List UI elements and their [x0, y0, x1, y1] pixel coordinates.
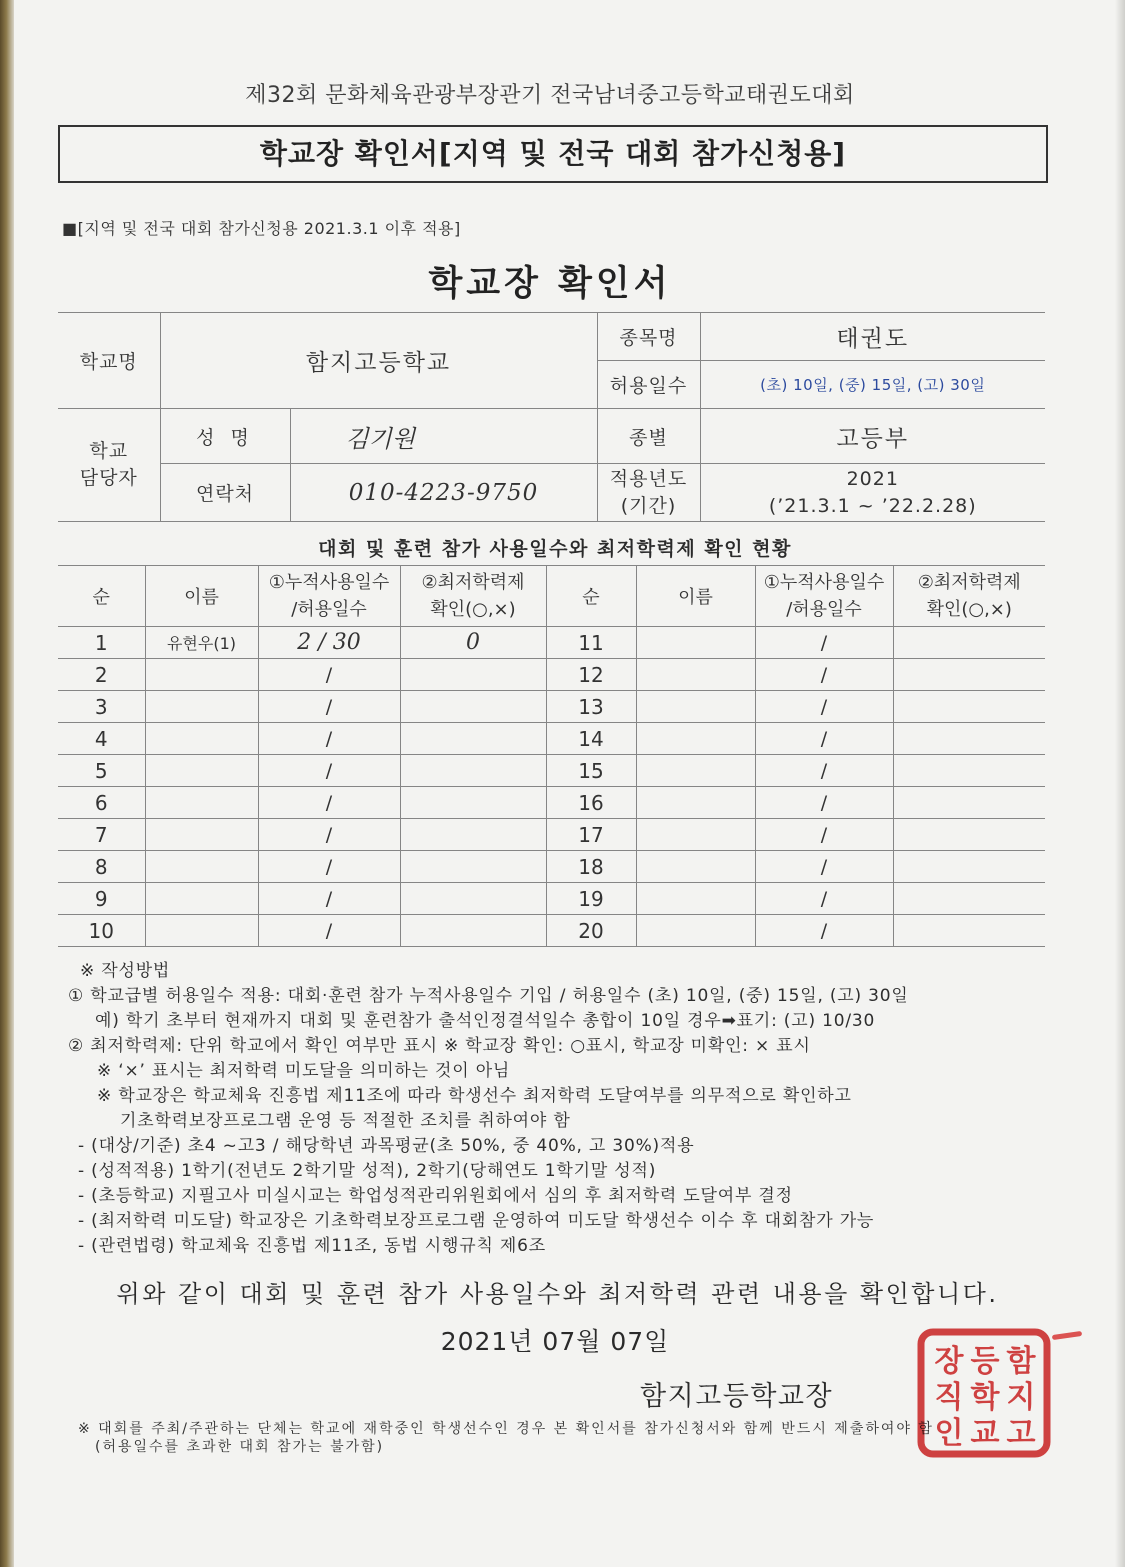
- instructions-heading: ※ 작성방법: [80, 961, 171, 981]
- seal-char: 학: [970, 1380, 1000, 1415]
- roster-right-no-cell: 20: [546, 915, 636, 947]
- roster-row: [58, 915, 1045, 947]
- roster-right-name-cell: [636, 659, 755, 691]
- roster-right-check-cell: [893, 819, 1045, 851]
- seal-char: 장: [934, 1344, 964, 1379]
- school-name-label: 학교명: [58, 313, 160, 409]
- allowed-days-label: 허용일수: [597, 361, 700, 409]
- roster-right-name-cell: [636, 915, 755, 947]
- roster-row: [58, 627, 1045, 659]
- roster-left-check-cell: [400, 723, 546, 755]
- roster-right-name-cell: [636, 851, 755, 883]
- roster-left-days-cell: /: [258, 659, 400, 691]
- instruction-line: - (관련법령) 학교체육 진흥법 제11조, 동법 시행규칙 제6조: [78, 1236, 546, 1256]
- roster-left-days-cell: /: [258, 915, 400, 947]
- school-info-table: [58, 312, 1045, 522]
- person-name-value: 김기원: [290, 409, 597, 464]
- roster-right-no-cell: 14: [546, 723, 636, 755]
- roster-row: [58, 851, 1045, 883]
- header-check-line2: 확인(○,×): [430, 599, 516, 620]
- instruction-line: ② 최저학력제: 단위 학교에서 확인 여부만 표시 ※ 학교장 확인: ○표시, 학교장 미확인: × 표시: [68, 1036, 811, 1056]
- roster-row: [58, 883, 1045, 915]
- division-value: 고등부: [700, 409, 1045, 464]
- seal-char: 직: [934, 1380, 964, 1415]
- roster-left-name-cell: [145, 691, 258, 723]
- roster-header-row: [58, 566, 1045, 627]
- roster-left-check-cell: [400, 883, 546, 915]
- person-name-label: 성 명: [160, 409, 290, 464]
- form-title-box: 학교장 확인서[지역 및 전국 대회 참가신청용]: [58, 125, 1048, 183]
- header-days-line2: /허용일수: [786, 599, 862, 620]
- year-label: [597, 464, 700, 522]
- contact-person-label: [58, 409, 160, 522]
- principal-signature-line: 함지고등학교장: [640, 1381, 834, 1412]
- roster-right-days-cell: /: [755, 659, 893, 691]
- roster-left-name-cell: [145, 851, 258, 883]
- instruction-line: ① 학교급별 허용일수 적용: 대회·훈련 참가 누적사용일수 기입 / 허용일수 (초) 10일, (중) 15일, (고) 30일: [68, 986, 909, 1006]
- seal-char: 함: [1006, 1344, 1036, 1379]
- roster-right-days-cell: /: [755, 691, 893, 723]
- roster-left-no-cell: 3: [58, 691, 145, 723]
- roster-left-check-cell: [400, 659, 546, 691]
- roster-right-check-cell: [893, 915, 1045, 947]
- allowed-days-value: (초) 10일, (중) 15일, (고) 30일: [700, 361, 1045, 409]
- contact-label-line2: 담당자: [79, 467, 138, 489]
- roster-left-no-cell: 1: [58, 627, 145, 659]
- roster-right-no-cell: 13: [546, 691, 636, 723]
- roster-right-days-cell: /: [755, 755, 893, 787]
- roster-right-check-cell: [893, 851, 1045, 883]
- period-value-line2: (’21.3.1 ~ ’22.2.28): [768, 494, 977, 517]
- roster-left-days-cell: /: [258, 819, 400, 851]
- year-value: [700, 464, 1045, 522]
- roster-left-check-cell: 0: [400, 627, 546, 659]
- roster-left-check-cell: [400, 787, 546, 819]
- scan-right-edge: [1115, 0, 1125, 1567]
- roster-title: 대회 및 훈련 참가 사용일수와 최저학력제 확인 현황: [318, 538, 792, 560]
- roster-left-days-cell: /: [258, 755, 400, 787]
- roster-right-check-cell: [893, 755, 1045, 787]
- header-check-line1: ②최저학력제: [917, 572, 1021, 593]
- roster-left-name-cell: [145, 787, 258, 819]
- roster-row: [58, 819, 1045, 851]
- roster-left-check-cell: [400, 851, 546, 883]
- year-label-line1: 적용년도: [609, 467, 688, 490]
- roster-left-no-cell: 4: [58, 723, 145, 755]
- roster-body: [58, 627, 1045, 947]
- seal-char: 교: [970, 1416, 1000, 1451]
- header-days-left: [258, 566, 400, 627]
- roster-left-check-cell: [400, 691, 546, 723]
- footnote: [78, 1420, 934, 1456]
- roster-row: [58, 755, 1045, 787]
- roster-left-check-cell: [400, 819, 546, 851]
- roster-left-name-cell: [145, 915, 258, 947]
- roster-right-no-cell: 18: [546, 851, 636, 883]
- header-check-right: [893, 566, 1045, 627]
- roster-right-check-cell: [893, 883, 1045, 915]
- header-check-line1: ②최저학력제: [421, 572, 525, 593]
- roster-row: [58, 691, 1045, 723]
- roster-right-no-cell: 19: [546, 883, 636, 915]
- roster-left-name-cell: [145, 723, 258, 755]
- year-value-line1: 2021: [846, 467, 899, 490]
- roster-right-name-cell: [636, 691, 755, 723]
- seal-char: 고: [1006, 1416, 1036, 1451]
- roster-left-no-cell: 6: [58, 787, 145, 819]
- roster-right-name-cell: [636, 723, 755, 755]
- roster-left-days-cell: 2 / 30: [258, 627, 400, 659]
- instruction-line: 기초학력보장프로그램 운영 등 적절한 조치를 취하여야 함: [120, 1111, 571, 1131]
- header-days-line1: ①누적사용일수: [268, 572, 390, 593]
- instruction-line: - (초등학교) 지필고사 미실시교는 학업성적관리위원회에서 심의 후 최저학력 도달여부 결정: [78, 1186, 793, 1206]
- roster-right-days-cell: /: [755, 915, 893, 947]
- roster-left-name-cell: [145, 659, 258, 691]
- roster-right-no-cell: 11: [546, 627, 636, 659]
- roster-row: [58, 659, 1045, 691]
- applicability-note: ■[지역 및 전국 대회 참가신청용 2021.3.1 이후 적용]: [62, 219, 461, 238]
- roster-right-name-cell: [636, 883, 755, 915]
- instruction-line: - (최저학력 미도달) 학교장은 기초학력보장프로그램 운영하여 미도달 학생선수 이수 후 대회참가 가능: [78, 1211, 875, 1231]
- roster-right-days-cell: /: [755, 883, 893, 915]
- roster-left-no-cell: 5: [58, 755, 145, 787]
- roster-right-days-cell: /: [755, 819, 893, 851]
- roster-right-no-cell: 16: [546, 787, 636, 819]
- header-name-right: 이름: [636, 566, 755, 627]
- roster-left-days-cell: /: [258, 851, 400, 883]
- issue-date: 2021년 07월 07일: [440, 1327, 670, 1356]
- header-check-line2: 확인(○,×): [926, 599, 1012, 620]
- header-days-right: [755, 566, 893, 627]
- roster-left-no-cell: 2: [58, 659, 145, 691]
- official-seal-icon: [915, 1326, 1055, 1461]
- roster-right-name-cell: [636, 787, 755, 819]
- roster-left-name-cell: [145, 819, 258, 851]
- roster-left-days-cell: /: [258, 787, 400, 819]
- roster-right-no-cell: 12: [546, 659, 636, 691]
- seal-lettering: [935, 1344, 1037, 1451]
- roster-left-no-cell: 9: [58, 883, 145, 915]
- roster-right-name-cell: [636, 819, 755, 851]
- roster-left-no-cell: 8: [58, 851, 145, 883]
- roster-left-days-cell: /: [258, 723, 400, 755]
- header-no-left: 순: [58, 566, 145, 627]
- footnote-line2: (허용일수를 초과한 대회 참가는 불가함): [95, 1439, 385, 1455]
- roster-right-check-cell: [893, 659, 1045, 691]
- roster-right-name-cell: [636, 627, 755, 659]
- phone-label: 연락처: [160, 464, 290, 522]
- instruction-line: - (대상/기준) 초4 ~고3 / 해당학년 과목평균(초 50%, 중 40%, 고 30%)적용: [78, 1136, 695, 1156]
- roster-right-days-cell: /: [755, 787, 893, 819]
- roster-right-no-cell: 17: [546, 819, 636, 851]
- roster-right-days-cell: /: [755, 723, 893, 755]
- roster-left-no-cell: 7: [58, 819, 145, 851]
- roster-right-check-cell: [893, 691, 1045, 723]
- roster-right-days-cell: /: [755, 851, 893, 883]
- confirmation-statement: 위와 같이 대회 및 훈련 참가 사용일수와 최저학력 관련 내용을 확인합니다.: [116, 1280, 999, 1308]
- phone-value: 010-4223-9750: [290, 464, 597, 522]
- instruction-line: 예) 학기 초부터 현재까지 대회 및 훈련참가 출석인정결석일수 총합이 10일 경우➡표기: (고) 10/30: [95, 1011, 876, 1031]
- instructions: [0, 959, 1110, 1259]
- roster-left-name-cell: [145, 883, 258, 915]
- roster-left-check-cell: [400, 755, 546, 787]
- roster-right-check-cell: [893, 627, 1045, 659]
- roster-left-days-cell: /: [258, 691, 400, 723]
- header-no-right: 순: [546, 566, 636, 627]
- roster-left-name-cell: 유현우(1): [145, 627, 258, 659]
- header-name-left: 이름: [145, 566, 258, 627]
- roster-row: [58, 723, 1045, 755]
- event-title: 제32회 문화체육관광부장관기 전국남녀중고등학교태권도대회: [245, 83, 855, 108]
- seal-char: 등: [970, 1344, 1000, 1379]
- seal-char: 인: [934, 1416, 964, 1451]
- roster-row: [58, 787, 1045, 819]
- instruction-line: ※ ‘×’ 표시는 최저학력 미도달을 의미하는 것이 아님: [97, 1061, 511, 1081]
- roster-right-check-cell: [893, 787, 1045, 819]
- header-days-line2: /허용일수: [291, 599, 367, 620]
- year-label-line2: (기간): [620, 494, 677, 517]
- sport-label: 종목명: [597, 313, 700, 361]
- roster-right-no-cell: 15: [546, 755, 636, 787]
- roster-table: [58, 565, 1045, 947]
- roster-left-check-cell: [400, 915, 546, 947]
- contact-label-line1: 학교: [89, 440, 129, 462]
- footnote-line1: ※ 대회를 주최/주관하는 단체는 학교에 재학중인 학생선수인 경우 본 확인서를 참가신청서와 함께 반드시 제출하여야 함: [78, 1421, 934, 1437]
- roster-left-no-cell: 10: [58, 915, 145, 947]
- header-days-line1: ①누적사용일수: [763, 572, 885, 593]
- roster-right-days-cell: /: [755, 627, 893, 659]
- sport-value: 태권도: [700, 313, 1045, 361]
- header-check-left: [400, 566, 546, 627]
- roster-right-name-cell: [636, 755, 755, 787]
- division-label: 종별: [597, 409, 700, 464]
- document-title: 학교장 확인서: [428, 264, 672, 304]
- roster-left-name-cell: [145, 755, 258, 787]
- roster-right-check-cell: [893, 723, 1045, 755]
- school-name-value: 함지고등학교: [160, 313, 597, 409]
- seal-char: 지: [1006, 1380, 1036, 1415]
- instruction-line: ※ 학교장은 학교체육 진흥법 제11조에 따라 학생선수 최저학력 도달여부를 의무적으로 확인하고: [97, 1086, 852, 1106]
- roster-left-days-cell: /: [258, 883, 400, 915]
- instruction-line: - (성적적용) 1학기(전년도 2학기말 성적), 2학기(당해연도 1학기말 성적): [78, 1161, 657, 1181]
